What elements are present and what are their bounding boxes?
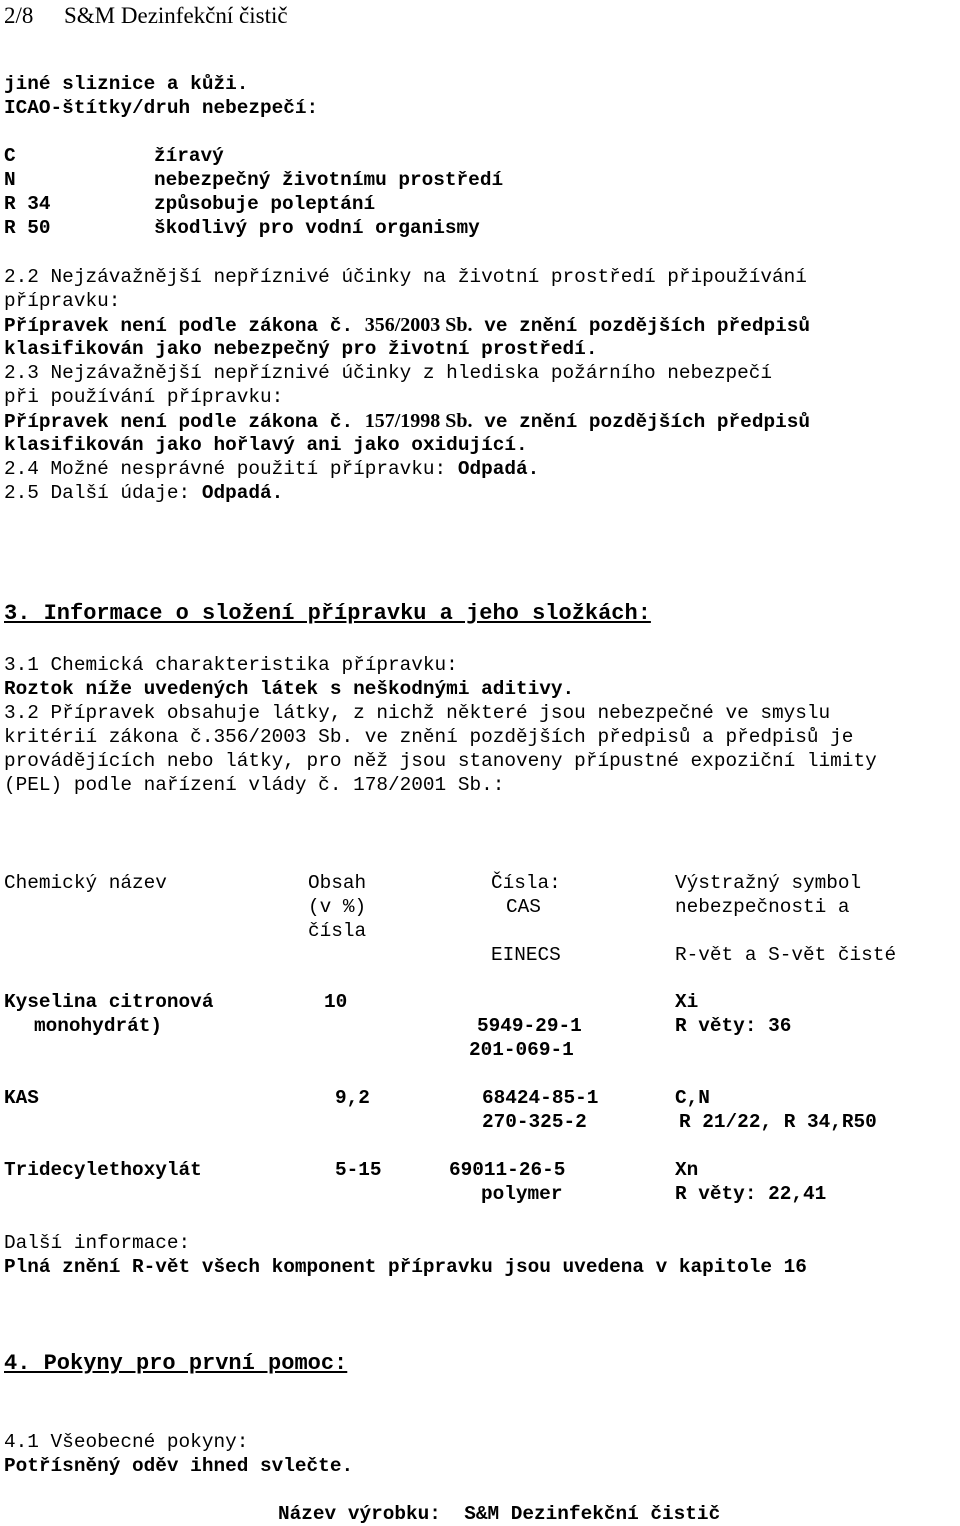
section-3-1-label: 3.1 Chemická charakteristika přípravku:	[4, 654, 458, 676]
section-2-5: 2.5 Další údaje: Odpadá.	[4, 482, 284, 504]
table-header-name: Chemický název	[4, 872, 167, 894]
hazard-text: způsobuje poleptání	[154, 193, 376, 215]
section-2-3-title: 2.3 Nejzávažnější nepříznivé účinky z hlediska požárního nebezpečí	[4, 362, 772, 384]
hazard-text: škodlivý pro vodní organismy	[154, 217, 480, 239]
table-cell-einecs: 201-069-1	[469, 1039, 574, 1061]
table-header-numbers: CAS	[506, 896, 541, 918]
table-header-symbol: nebezpečnosti a	[675, 896, 850, 918]
table-header-content: Obsah	[308, 872, 367, 894]
section-3-2-line: provádějících nebo látky, pro něž jsou stanoveny přípustné expoziční limity	[4, 750, 877, 772]
page-number: 2/8	[4, 3, 34, 28]
hazard-text: žíravý	[154, 145, 224, 167]
footer-product: Název výrobku: S&M Dezinfekční čistič	[278, 1503, 721, 1525]
table-cell-name: Tridecylethoxylát	[4, 1159, 202, 1181]
section-2-2-title-cont: přípravku:	[4, 290, 121, 312]
table-cell-phrases: R věty: 36	[675, 1015, 792, 1037]
table-cell-symbol: C,N	[675, 1087, 710, 1109]
table-cell-einecs: 270-325-2	[482, 1111, 587, 1133]
section-2-2-text: Přípravek není podle zákona č. 356/2003 Sb. ve znění pozdějších předpisů	[4, 314, 811, 337]
table-header-numbers: Čísla:	[491, 872, 561, 894]
icao-label: ICAO-štítky/druh nebezpečí:	[4, 97, 319, 119]
hazard-code: C	[4, 145, 16, 167]
section-4-1-value: Potřísněný oděv ihned svlečte.	[4, 1455, 354, 1477]
section-4-1-label: 4.1 Všeobecné pokyny:	[4, 1431, 249, 1453]
intro-line: jiné sliznice a kůži.	[4, 73, 249, 95]
table-header-content: čísla	[308, 920, 367, 942]
table-cell-phrases: R 21/22, R 34,R50	[679, 1111, 877, 1133]
table-cell-name: KAS	[4, 1087, 39, 1109]
table-cell-cas: 69011-26-5	[449, 1159, 566, 1181]
section-3-2-line: kritérií zákona č.356/2003 Sb. ve znění pozdějších předpisů a předpisů je	[4, 726, 854, 748]
section-3-2-line: 3.2 Přípravek obsahuje látky, z nichž některé jsou nebezpečné ve smyslu	[4, 702, 831, 724]
section-2-3-text-cont: klasifikován jako hořlavý ani jako oxidující.	[4, 434, 528, 456]
section-3-heading: 3. Informace o složení přípravku a jeho složkách:	[4, 601, 651, 626]
section-2-4: 2.4 Možné nesprávné použití přípravku: Odpadá.	[4, 458, 540, 480]
table-header-content: (v %)	[308, 896, 367, 918]
table-cell-name: monohydrát)	[34, 1015, 162, 1037]
table-cell-name: Kyselina citronová	[4, 991, 214, 1013]
table-cell-content: 9,2	[335, 1087, 370, 1109]
hazard-code: N	[4, 169, 16, 191]
hazard-text: nebezpečný životnímu prostředí	[154, 169, 504, 191]
further-info-label: Další informace:	[4, 1232, 191, 1254]
table-cell-symbol: Xi	[675, 991, 699, 1013]
section-2-3-text: Přípravek není podle zákona č. 157/1998 Sb. ve znění pozdějších předpisů	[4, 410, 811, 433]
table-cell-einecs: polymer	[481, 1183, 563, 1205]
further-info-value: Plná znění R-vět všech komponent přípravku jsou uvedena v kapitole 16	[4, 1256, 807, 1278]
table-cell-symbol: Xn	[675, 1159, 699, 1181]
section-3-2-line: (PEL) podle nařízení vlády č. 178/2001 Sb.:	[4, 774, 505, 796]
section-4-heading: 4. Pokyny pro první pomoc:	[4, 1351, 348, 1376]
table-header-numbers: EINECS	[491, 944, 561, 966]
table-header-symbol: R-vět a S-vět čisté	[675, 944, 897, 966]
table-cell-content: 10	[324, 991, 348, 1013]
hazard-code: R 34	[4, 193, 51, 215]
table-cell-cas: 5949-29-1	[477, 1015, 582, 1037]
section-2-2-title: 2.2 Nejzávažnější nepříznivé účinky na životní prostředí připoužívání	[4, 266, 807, 288]
table-header-symbol: Výstražný symbol	[675, 872, 862, 894]
section-2-3-title-cont: při používání přípravku:	[4, 386, 284, 408]
table-cell-content: 5-15	[335, 1159, 382, 1181]
hazard-code: R 50	[4, 217, 51, 239]
table-cell-cas: 68424-85-1	[482, 1087, 599, 1109]
table-cell-phrases: R věty: 22,41	[675, 1183, 827, 1205]
document-title: S&M Dezinfekční čistič	[64, 3, 288, 28]
section-3-1-value: Roztok níže uvedených látek s neškodnými aditivy.	[4, 678, 575, 700]
section-2-2-text-cont: klasifikován jako nebezpečný pro životní prostředí.	[4, 338, 598, 360]
